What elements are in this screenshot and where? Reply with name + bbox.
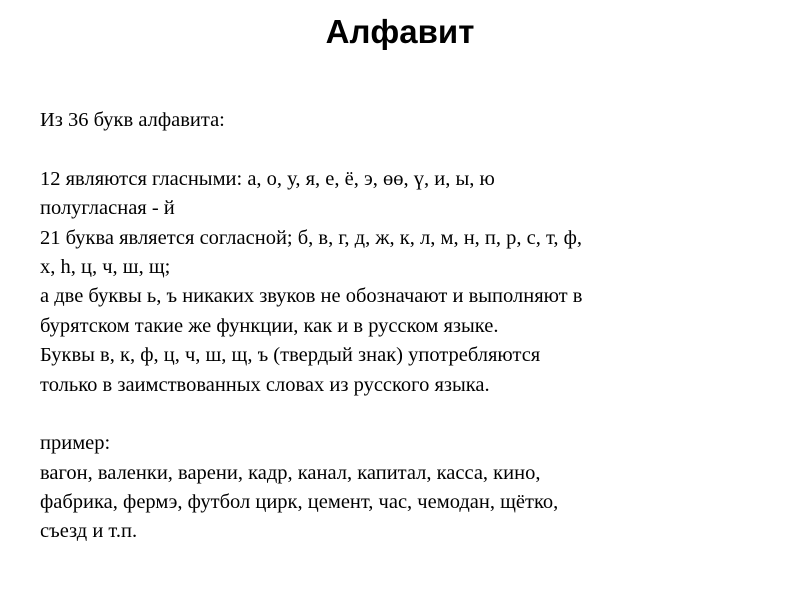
example-label: пример: [40, 432, 111, 455]
vowels-line-1: 12 являются гласными: а, о, у, я, е, ё, э, өө, ү, и, ы, ю [40, 167, 495, 190]
intro-text: Из 36 букв алфавита: [40, 109, 225, 131]
slide-title: Алфавит [325, 13, 475, 50]
blank-line [40, 400, 770, 429]
signs-line-2: бурятском такие же функции, как и в русском языке. [40, 314, 499, 337]
example-line-2: фабрика, фермэ, футбол цирк, цемент, час, чемодан, щётко, [40, 491, 559, 514]
consonants-line-2: х, һ, ц, ч, ш, щ; [40, 255, 171, 278]
slide-body [40, 106, 770, 547]
example-line-1: вагон, валенки, варени, кадр, канал, капитал, касса, кино, [40, 461, 541, 484]
borrowed-line-2: только в заимствованных словах из русского языка. [40, 373, 490, 396]
vowels-line-2: полугласная - й [40, 197, 175, 220]
signs-line-1: а две буквы ь, ъ никаких звуков не обозначают и выполняют в [40, 285, 583, 308]
blank-line [40, 135, 770, 164]
consonants-line-1: 21 буква является согласной; б, в, г, д, ж, к, л, м, н, п, р, с, т, ф, [40, 226, 583, 249]
borrowed-line-1: Буквы в, к, ф, ц, ч, ш, щ, ъ (твердый знак) употребляются [40, 344, 541, 367]
example-line-3: съезд и т.п. [40, 520, 138, 543]
